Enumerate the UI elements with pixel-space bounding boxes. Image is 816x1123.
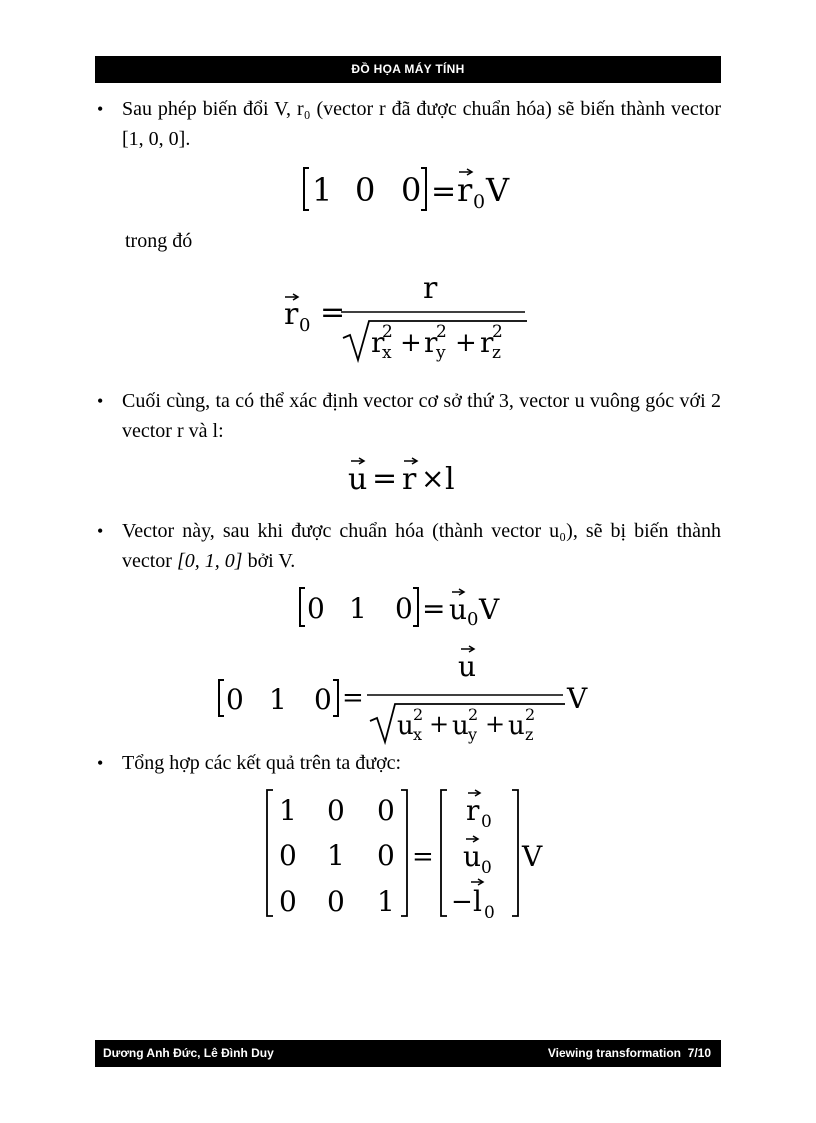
- eq5-mat: V: [567, 682, 588, 715]
- eq2-sub-y: y: [436, 343, 446, 363]
- eq6-m-0-1: 0: [327, 794, 345, 827]
- eq6-v1-letter: u: [463, 840, 482, 873]
- eq2-pow-y: 2: [436, 322, 447, 342]
- equation-2: [95, 256, 721, 374]
- eq2-sub-x: x: [382, 343, 392, 363]
- eq3-op: ×: [421, 462, 445, 495]
- eq6-m-0-2: 0: [377, 794, 395, 827]
- eq5-pow-y: 2: [468, 705, 479, 724]
- eq1-sub: 0: [473, 191, 486, 213]
- footer-section: Viewing transformation 7/10: [547, 1046, 711, 1060]
- svg-text:r: r: [480, 326, 494, 359]
- equation-6: [95, 778, 721, 928]
- bullet-2: • Cuối cùng, ta có thể xác định vector cơ sở thứ 3, vector u vuông góc với 2 vector r và l:: [95, 386, 721, 446]
- eq6-m-2-2: 1: [377, 885, 395, 918]
- eq5-numerator: u: [458, 650, 477, 683]
- eq6-v2-sub: 0: [484, 903, 495, 923]
- bullet-3: [95, 516, 721, 576]
- eq3-a: r: [402, 462, 417, 497]
- eq4-lhs-1: 1: [349, 592, 367, 625]
- equation-6-svg: [95, 778, 721, 928]
- svg-text:=: =: [372, 461, 398, 496]
- eq4-vec: u: [449, 593, 468, 626]
- bullet-3-text-b: bởi V.: [242, 550, 296, 572]
- eq1-lhs-0: 1: [312, 171, 333, 209]
- equation-1: [95, 154, 721, 224]
- svg-text:+: +: [485, 710, 506, 738]
- header-title: ĐỒ HỌA MÁY TÍNH: [351, 62, 465, 76]
- eq5-lhs-2: 0: [314, 683, 332, 716]
- eq6-m-1-0: 0: [279, 839, 297, 872]
- svg-text:u: u: [452, 711, 469, 741]
- bullet-1: • Sau phép biến đổi V, r₀ (vector r đã được chuẩn hóa) sẽ biến thành vector [1, 0, 0].: [95, 94, 721, 154]
- equation-1-svg: [95, 154, 721, 224]
- eq6-m-2-1: 0: [327, 885, 345, 918]
- eq5-pow-x: 2: [413, 705, 424, 724]
- eq1-lhs-2: 0: [401, 171, 422, 209]
- eq4-sub: 0: [467, 609, 479, 630]
- eq2-lhs: r: [284, 297, 299, 332]
- eq1-lhs-1: 0: [355, 171, 376, 209]
- eq4-lhs-0: 0: [307, 592, 325, 625]
- bullet-3-text-a: Vector này, sau khi được chuẩn hóa (thành vector u₀), sẽ bị biến thành vector: [122, 520, 721, 572]
- eq2-lhs-sub: 0: [299, 315, 311, 336]
- svg-text:r: r: [371, 326, 385, 359]
- eq6-m-1-1: 1: [327, 839, 345, 872]
- eq3-b: l: [445, 462, 455, 497]
- eq5-sub-y: y: [468, 725, 478, 744]
- svg-text:=: =: [431, 174, 457, 209]
- eq5-sub-x: x: [413, 725, 423, 744]
- eq6-v2-letter: l: [473, 885, 482, 918]
- svg-text:=: =: [422, 592, 446, 625]
- equation-3: [95, 446, 721, 510]
- svg-text:+: +: [429, 710, 450, 738]
- footer-authors: Dương Anh Đức, Lê Đình Duy: [103, 1046, 274, 1060]
- eq5-sub-z: z: [525, 725, 534, 744]
- eq6-m-0-0: 1: [279, 794, 297, 827]
- eq6-v0-sub: 0: [481, 812, 492, 832]
- eq2-numerator: r: [423, 271, 438, 306]
- equation-4-svg: [95, 576, 721, 638]
- eq6-mat: V: [522, 840, 543, 873]
- equation-5-svg: [95, 638, 721, 746]
- eq2-pow-x: 2: [382, 322, 393, 342]
- svg-text:=: =: [320, 295, 346, 330]
- eq1-vec: r: [457, 171, 473, 209]
- equation-3-svg: [95, 446, 721, 510]
- equation-4: [95, 576, 721, 638]
- eq6-v1-sub: 0: [481, 858, 492, 878]
- eq6-v2-sign: −: [451, 887, 473, 917]
- page-content: [95, 94, 721, 928]
- svg-text:=: =: [342, 683, 364, 713]
- svg-text:=: =: [412, 842, 434, 872]
- eq3-lhs: u: [348, 462, 368, 497]
- eq5-pow-z: 2: [525, 705, 536, 724]
- eq5-lhs-1: 1: [269, 683, 287, 716]
- bullet-3-italic: [0, 1, 0]: [176, 550, 243, 572]
- svg-text:+: +: [400, 328, 422, 358]
- eq5-lhs-0: 0: [226, 683, 244, 716]
- eq6-m-2-0: 0: [279, 885, 297, 918]
- svg-text:+: +: [455, 328, 477, 358]
- trong-do-label: trong đó: [125, 230, 193, 252]
- eq6-m-1-2: 0: [377, 839, 395, 872]
- equation-2-svg: [95, 256, 721, 374]
- eq2-sub-z: z: [492, 343, 501, 363]
- page-header: [95, 56, 721, 83]
- svg-text:u: u: [508, 711, 525, 741]
- eq4-lhs-2: 0: [395, 592, 413, 625]
- eq1-mat: V: [486, 171, 510, 209]
- eq4-mat: V: [479, 593, 500, 626]
- equation-5: [95, 638, 721, 746]
- svg-text:u: u: [397, 711, 414, 741]
- eq6-v0-letter: r: [466, 794, 480, 827]
- svg-text:r: r: [424, 326, 438, 359]
- page-footer: [95, 1040, 721, 1067]
- bullet-4: • Tổng hợp các kết quả trên ta được:: [95, 748, 721, 778]
- eq2-pow-z: 2: [492, 322, 503, 342]
